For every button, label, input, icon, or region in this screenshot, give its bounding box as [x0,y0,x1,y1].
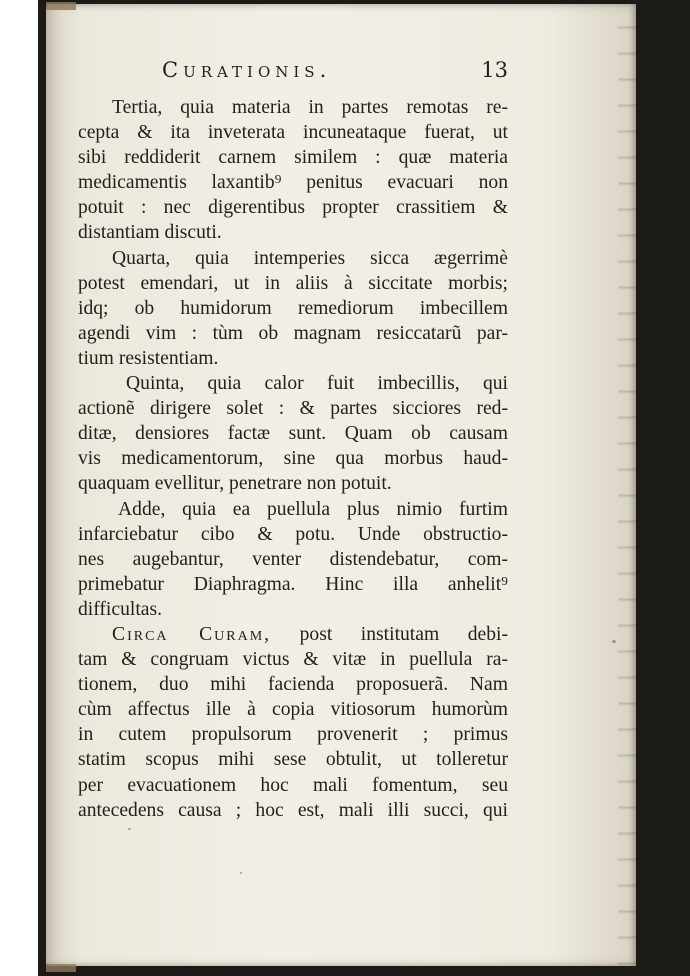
text-line: cùm affectus ille à copia vitiosorum humorùm [78,699,508,721]
text-line: infarciebatur cibo & potu. Unde obstructio- [78,523,508,545]
text-line: primebatur Diaphragma. Hinc illa anhelit⁹ [78,573,508,595]
text-line: actionẽ dirigere solet : & partes sicciores red- [78,398,508,420]
text-line: statim scopus mihi sese obtulit, ut tolleretur [78,749,508,771]
text-line: potest emendari, ut in aliis à siccitate morbis; [78,272,508,294]
text-line: Adde, quia ea puellula plus nimio furtim [118,498,508,520]
page-number: 13 [481,58,508,82]
paragraph-quinta [78,371,508,496]
binding-tape-top [46,2,76,10]
paragraph-tertia [78,95,508,246]
running-header [116,58,508,88]
text-line: tam & congruam victus & vitæ in puellula ra- [78,649,508,671]
binding-tape-bottom [46,964,76,972]
worn-page-edge [618,4,636,966]
text-line: ditæ, densiores factæ sunt. Quam ob causam [78,423,508,445]
text-line: Tertia, quia materia in partes remotas re- [112,97,508,118]
running-title: Curationis. [162,58,332,82]
text-line: vis medicamentorum, sine qua morbus haud- [78,448,508,470]
paper-speck [128,828,131,830]
text-line: sibi reddiderit carnem similem : quæ materia [78,147,508,169]
text-line: nes augebantur, venter distendebatur, com- [78,548,508,570]
text-line: potuit : nec digerentibus propter crassitiem & [78,197,508,219]
paragraph-quarta [78,246,508,371]
text-line: medicamentis laxantib⁹ penitus evacuari non [78,172,508,194]
text-line: difficultas. [78,598,162,620]
text-line: cepta & ita inveterata incuneataque fuerat, ut [78,122,508,144]
text-line: quaquam evellitur, penetrare non potuit. [78,473,392,495]
paper-speck [240,872,242,874]
text-line: tium resistentiam. [78,347,219,369]
text-fragment: post institutam debi- [271,623,508,645]
text-line: antecedens causa ; hoc est, mali illi succi, qui [78,799,508,821]
paper-speck [612,640,616,643]
paragraph-circa-curam [78,622,508,823]
text-line: Quarta, quia intemperies sicca ægerrimè [112,247,508,269]
section-lead: Circa Curam, [112,623,272,645]
text-line: per evacuationem hoc mali fomentum, seu [78,774,508,796]
text-line: distantiam discuti. [78,222,222,244]
text-line: tionem, duo mihi facienda proposuerã. Nam [78,674,508,696]
text-line: agendi vim : tùm ob magnam resiccatarũ par- [78,322,508,344]
body-text [78,95,508,823]
text-line: Quinta, quia calor fuit imbecillis, qui [126,373,508,395]
text-line: in cutem propulsorum provenerit ; primus [78,724,508,746]
text-line-with-lead [78,622,508,647]
paragraph-adde [78,497,508,622]
text-line: idq; ob humidorum remediorum imbecillem [78,297,508,319]
